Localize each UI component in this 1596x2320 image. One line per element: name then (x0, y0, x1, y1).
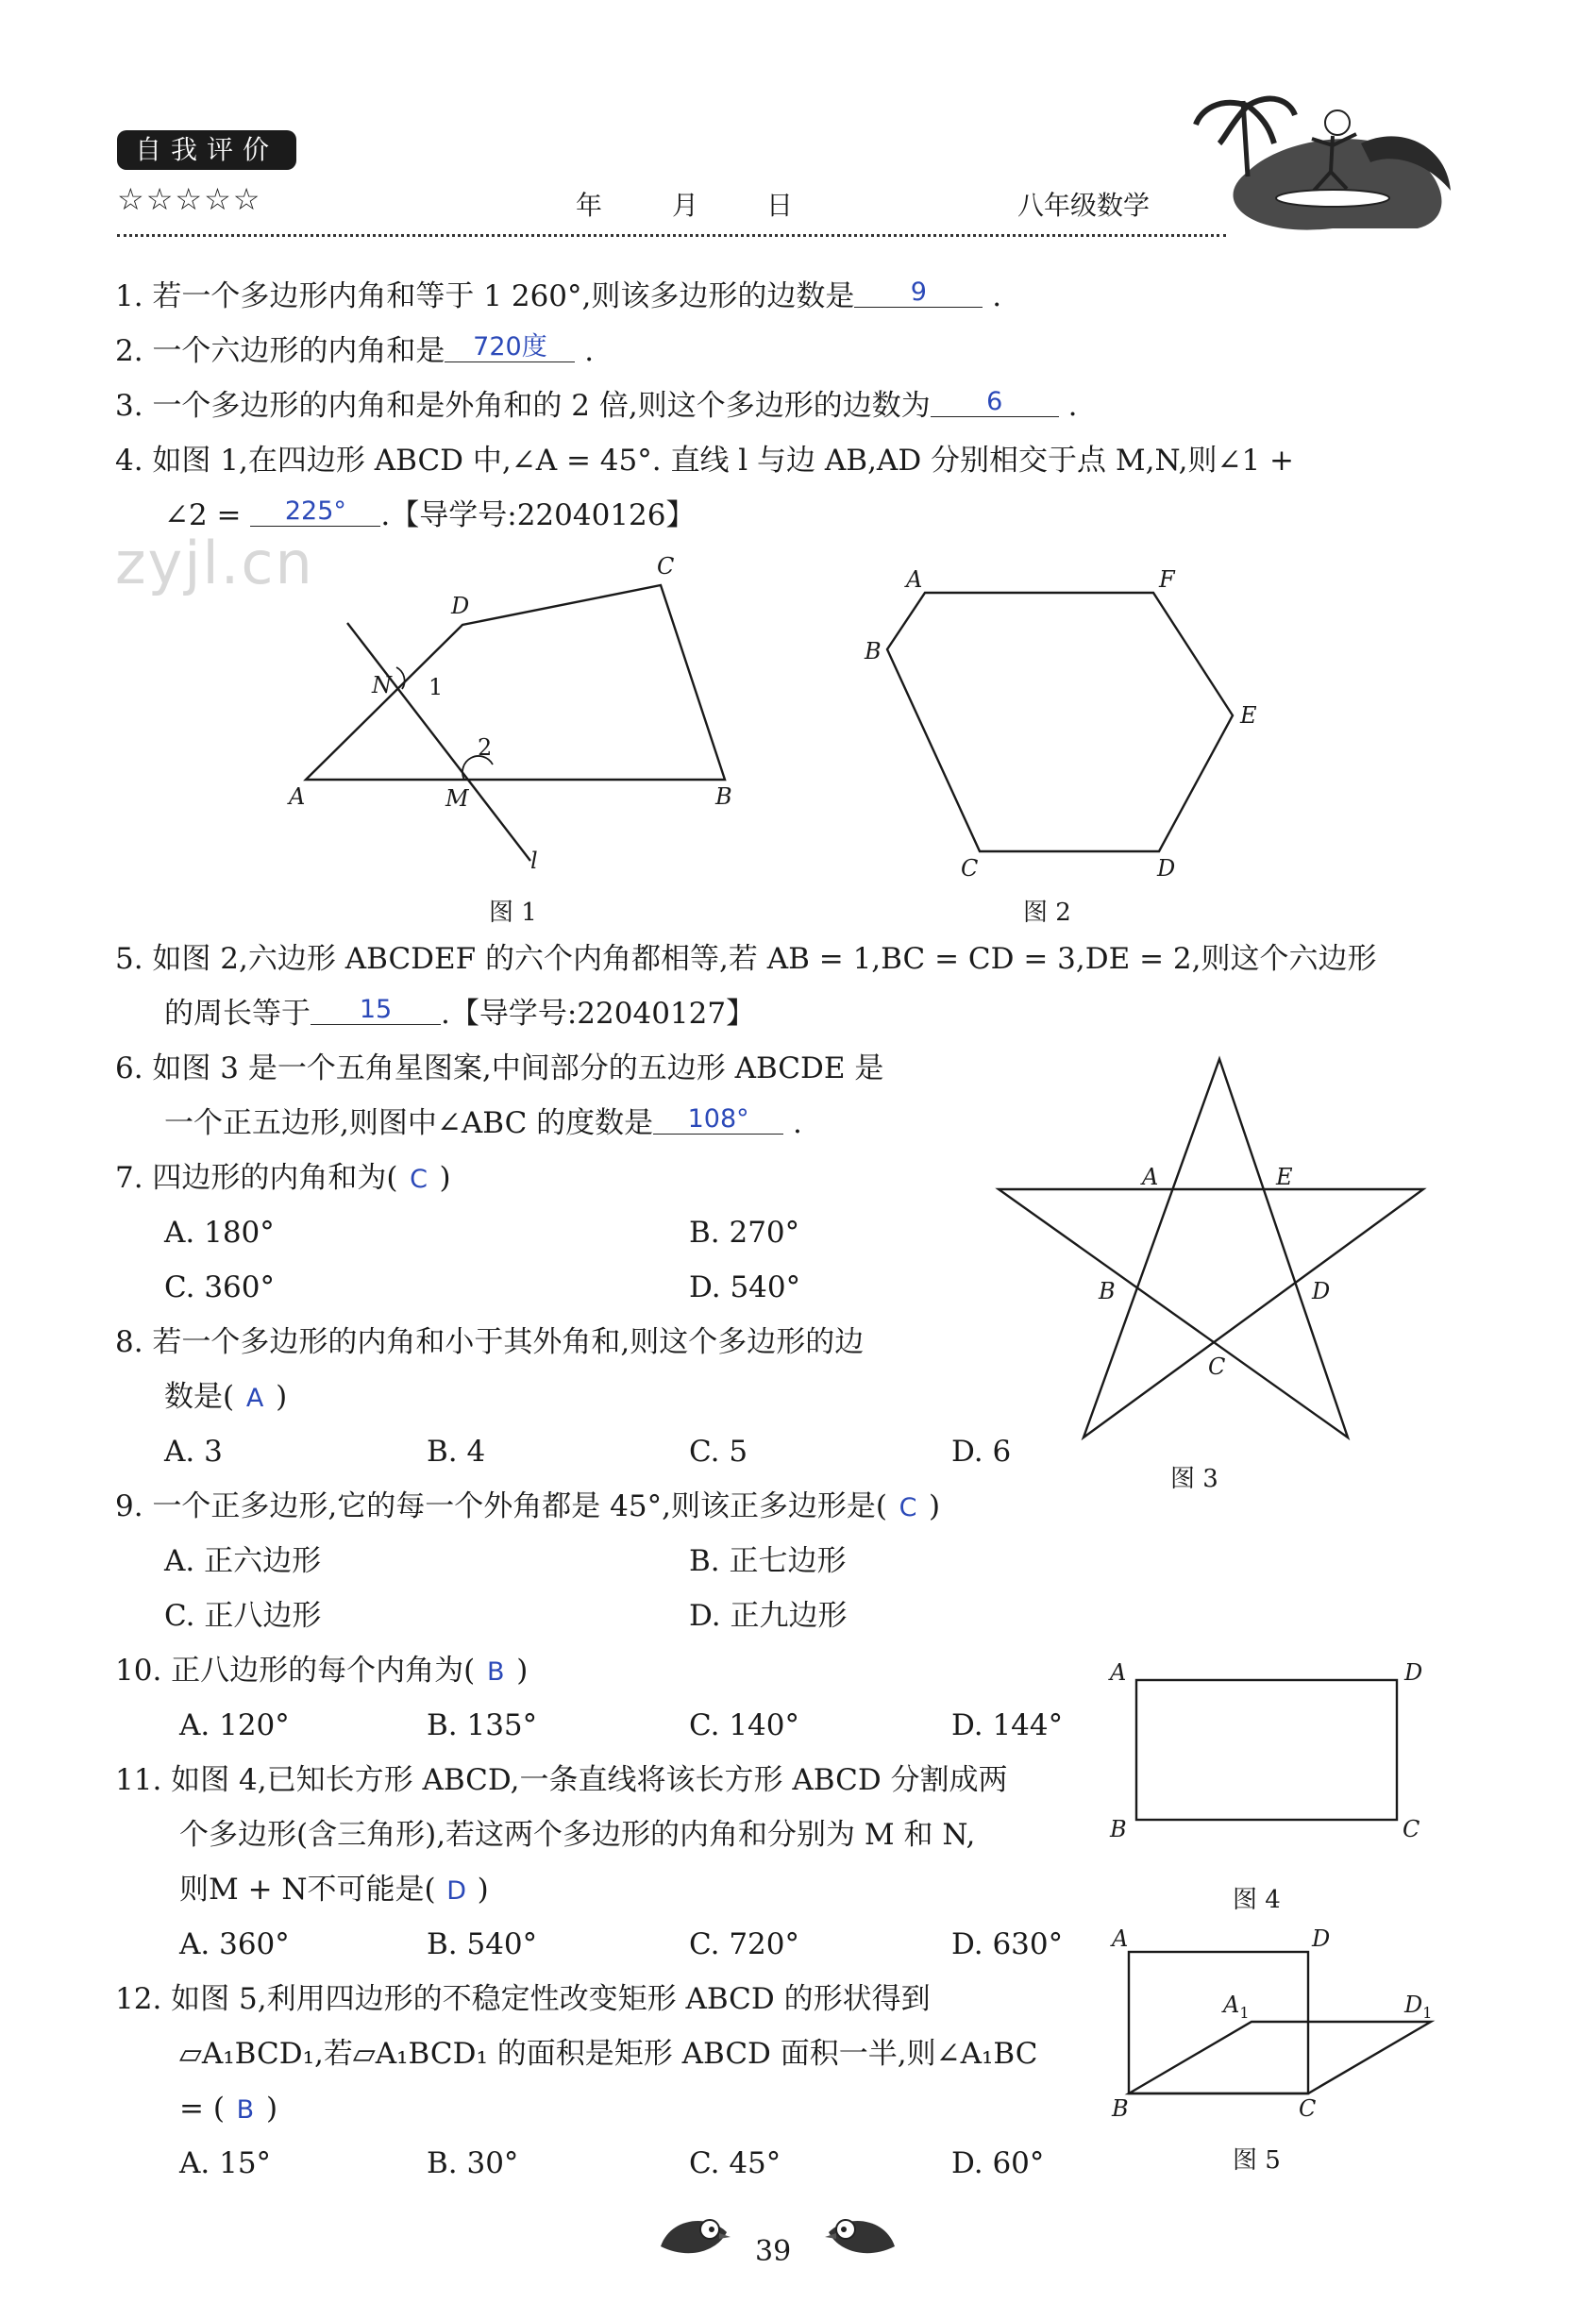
question-10: 10. 正八边形的每个内角为( B ) (115, 1652, 528, 1691)
q10-option-b[interactable]: B. 135° (427, 1708, 538, 1742)
fig1-label-C: C (657, 553, 675, 580)
question-12-line-3: = ( B ) (179, 2090, 277, 2129)
watermark: zyjl.cn (115, 529, 314, 597)
fig2-label-F: F (1159, 566, 1175, 593)
answer-choice-9[interactable]: C (899, 1493, 917, 1522)
q8-option-b[interactable]: B. 4 (427, 1435, 486, 1469)
figure-1-caption: 图 1 (489, 899, 537, 927)
fig5-label-D: D (1312, 1925, 1331, 1952)
fig5-label-A: A (1112, 1925, 1129, 1952)
q12-option-c[interactable]: C. 45° (689, 2146, 781, 2180)
fig4-label-B: B (1110, 1816, 1127, 1842)
surfer-illustration (1191, 87, 1465, 247)
answer-choice-7[interactable]: C (410, 1165, 428, 1194)
question-6-line-2: 一个正五边形,则图中∠ABC 的度数是 108° . (164, 1104, 802, 1140)
fig5-label-A1: $A_1$ (1223, 1992, 1250, 2022)
answer-blank-1[interactable]: 9 (854, 278, 983, 308)
fig2-label-A: A (906, 566, 923, 593)
header-divider (117, 234, 1226, 237)
question-11-line-3: 则M + N不可能是( D ) (179, 1871, 489, 1910)
q9-option-d[interactable]: D. 正九边形 (689, 1599, 848, 1633)
q7-option-d[interactable]: D. 540° (689, 1270, 801, 1304)
self-evaluation-badge: 自我评价 (117, 130, 296, 170)
q11-option-a[interactable]: A. 360° (179, 1927, 290, 1961)
figure-4-caption: 图 4 (1233, 1886, 1281, 1914)
fig1-angle-1: 1 (428, 674, 444, 700)
q8-option-d[interactable]: D. 6 (951, 1435, 1012, 1469)
fig5-label-D1: $D_1$ (1404, 1992, 1433, 2022)
q12-option-d[interactable]: D. 60° (951, 2146, 1045, 2180)
answer-blank-2[interactable]: 720度 (445, 333, 575, 362)
q8-option-c[interactable]: C. 5 (689, 1435, 748, 1469)
fig2-label-C: C (961, 855, 979, 882)
q7-option-c[interactable]: C. 360° (164, 1270, 275, 1304)
fig1-angle-2: 2 (478, 734, 493, 761)
subject-label: 八年级数学 (1017, 190, 1151, 221)
q12-option-b[interactable]: B. 30° (427, 2146, 519, 2180)
date-month-label: 月 (672, 190, 699, 221)
fig4-label-D: D (1404, 1659, 1423, 1686)
question-12-line-1: 12. 如图 5,利用四边形的不稳定性改变矩形 ABCD 的形状得到 (115, 1982, 931, 2016)
fig1-label-D: D (451, 593, 470, 619)
question-11-line-1: 11. 如图 4,已知长方形 ABCD,一条直线将该长方形 ABCD 分割成两 (115, 1763, 1008, 1797)
q9-option-a[interactable]: A. 正六边形 (164, 1544, 322, 1578)
right-bird-icon (819, 2209, 904, 2265)
q11-option-b[interactable]: B. 540° (427, 1927, 538, 1961)
q8-option-a[interactable]: A. 3 (164, 1435, 223, 1469)
figure-1-quadrilateral (283, 547, 755, 887)
question-4-line-1: 4. 如图 1,在四边形 ABCD 中,∠A = 45°. 直线 l 与边 AB,AD 分别相交于点 M,N,则∠1 + (115, 444, 1295, 478)
q7-option-a[interactable]: A. 180° (164, 1216, 275, 1250)
date-day-label: 日 (766, 190, 794, 221)
question-6-line-1: 6. 如图 3 是一个五角星图案,中间部分的五边形 ABCDE 是 (115, 1051, 884, 1085)
date-year-label: 年 (576, 190, 603, 221)
q12-option-a[interactable]: A. 15° (179, 2146, 272, 2180)
left-bird-icon (651, 2209, 736, 2265)
question-3: 3. 一个多边形的内角和是外角和的 2 倍,则这个多边形的边数为 6 . (115, 387, 1078, 423)
question-11-line-2: 个多边形(含三角形),若这两个多边形的内角和分别为 M 和 N, (179, 1818, 976, 1852)
answer-blank-4[interactable]: 225° (250, 497, 380, 527)
figure-2-hexagon (859, 564, 1274, 885)
question-12-line-2: ▱A₁BCD₁,若▱A₁BCD₁ 的面积是矩形 ABCD 面积一半,则∠A₁BC (179, 2037, 1038, 2071)
figure-3-star (991, 1048, 1444, 1454)
question-5-line-1: 5. 如图 2,六边形 ABCDEF 的六个内角都相等,若 AB = 1,BC = CD = 3,DE = 2,则这个六边形 (115, 942, 1377, 976)
fig5-label-B: B (1112, 2095, 1129, 2122)
fig4-label-A: A (1110, 1659, 1127, 1686)
rating-stars: ☆☆☆☆☆ (117, 181, 262, 217)
fig1-label-A: A (289, 783, 306, 810)
fig3-label-A: A (1142, 1164, 1159, 1190)
q9-option-c[interactable]: C. 正八边形 (164, 1599, 322, 1633)
question-8-line-2: 数是( A ) (164, 1378, 287, 1418)
answer-choice-10[interactable]: B (486, 1657, 505, 1687)
figure-5-caption: 图 5 (1233, 2146, 1281, 2175)
fig4-label-C: C (1403, 1816, 1420, 1842)
answer-blank-5[interactable]: 15 (311, 996, 441, 1025)
fig3-label-E: E (1276, 1164, 1293, 1190)
q10-option-d[interactable]: D. 144° (951, 1708, 1064, 1742)
figure-3-caption: 图 3 (1170, 1465, 1218, 1493)
fig5-label-C: C (1299, 2095, 1317, 2122)
question-2: 2. 一个六边形的内角和是 720度 . (115, 332, 595, 368)
fig1-label-M: M (445, 785, 469, 812)
fig3-label-D: D (1312, 1278, 1331, 1304)
question-9: 9. 一个正多边形,它的每一个外角都是 45°,则该正多边形是( C ) (115, 1488, 940, 1527)
q11-option-d[interactable]: D. 630° (951, 1927, 1064, 1961)
q10-option-c[interactable]: C. 140° (689, 1708, 799, 1742)
answer-blank-3[interactable]: 6 (931, 388, 1059, 417)
fig1-label-l: l (530, 848, 538, 874)
q11-option-c[interactable]: C. 720° (689, 1927, 799, 1961)
fig2-label-E: E (1240, 702, 1257, 729)
answer-blank-6[interactable]: 108° (653, 1105, 783, 1135)
page-number: 39 (755, 2235, 792, 2268)
fig1-label-N: N (372, 672, 392, 698)
fig2-label-B: B (865, 638, 882, 664)
fig1-label-B: B (715, 783, 732, 810)
q7-option-b[interactable]: B. 270° (689, 1216, 800, 1250)
question-4-line-2: ∠2 = 225° .【导学号:22040126】 (164, 496, 696, 532)
figure-2-caption: 图 2 (1023, 899, 1071, 927)
question-1: 1. 若一个多边形内角和等于 1 260°,则该多边形的边数是 9 . (115, 277, 1002, 313)
question-5-line-2: 的周长等于 15 .【导学号:22040127】 (164, 995, 756, 1031)
fig2-label-D: D (1157, 855, 1176, 882)
figure-4-rectangle (1104, 1654, 1444, 1842)
q9-option-b[interactable]: B. 正七边形 (689, 1544, 847, 1578)
fig3-label-C: C (1208, 1353, 1226, 1380)
figure-5-parallelogram (1104, 1918, 1453, 2122)
fig3-label-B: B (1099, 1278, 1116, 1304)
question-7: 7. 四边形的内角和为( C ) (115, 1159, 451, 1199)
question-8-line-1: 8. 若一个多边形的内角和小于其外角和,则这个多边形的边 (115, 1325, 865, 1359)
answer-choice-8[interactable]: A (245, 1384, 264, 1413)
answer-choice-11[interactable]: D (446, 1876, 467, 1906)
answer-choice-12[interactable]: B (236, 2095, 255, 2125)
q10-option-a[interactable]: A. 120° (179, 1708, 290, 1742)
